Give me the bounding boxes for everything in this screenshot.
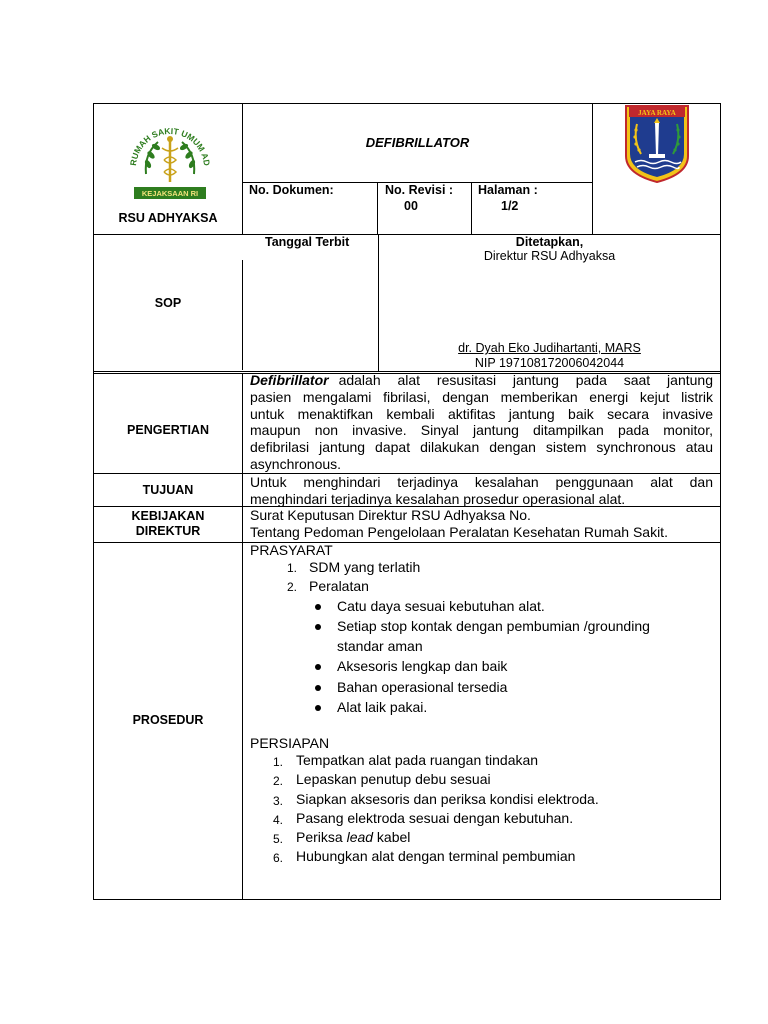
persiapan-num: 1.: [273, 755, 284, 769]
persiapan-num: 3.: [273, 794, 284, 808]
jakarta-crest: [623, 104, 691, 184]
signatory-name: dr. Dyah Eko Judihartanti, MARS: [458, 341, 641, 355]
peralatan-bullet: Catu daya sesuai kebutuhan alat.: [337, 598, 545, 614]
page-label: Halaman :: [478, 183, 538, 197]
prasyarat-item: Peralatan: [309, 578, 369, 594]
prasyarat-item: SDM yang terlatih: [309, 559, 421, 575]
logo-ring-text: RUMAH SAKIT UMUM AD: [128, 125, 212, 167]
prasyarat-num: 1.: [287, 561, 298, 575]
svg-text:RUMAH SAKIT UMUM ADHYAKSA: [122, 124, 212, 166]
persiapan-item: Tempatkan alat pada ruangan tindakan: [296, 752, 539, 768]
persiapan-heading: PERSIAPAN: [250, 735, 330, 751]
persiapan-num: 5.: [273, 832, 284, 846]
persiapan-item: Pasang elektroda sesuai dengan kebutuhan.: [296, 810, 574, 826]
pengertian-term: Defibrillator: [250, 372, 329, 388]
kebijakan-label: KEBIJAKAN DIREKTUR: [131, 509, 205, 538]
persiapan-item: Siapkan aksesoris dan periksa kondisi elektroda.: [296, 791, 599, 807]
hospital-logo: [122, 124, 218, 204]
peralatan-bullet: Setiap stop kontak dengan pembumian /grounding: [337, 618, 650, 634]
peralatan-bullet-cont: standar aman: [337, 638, 423, 654]
peralatan-bullet: Alat laik pakai.: [337, 699, 428, 715]
sop-label: SOP: [154, 296, 182, 310]
bullet-dot: [315, 705, 321, 711]
peralatan-bullet: Aksesoris lengkap dan baik: [337, 658, 508, 674]
bullet-dot: [315, 664, 321, 670]
page-value: 1/2: [501, 199, 519, 213]
document-title: DEFIBRILLATOR: [365, 135, 470, 150]
persiapan-num: 6.: [273, 851, 284, 865]
prasyarat-heading: PRASYARAT: [250, 542, 333, 558]
bullet-dot: [315, 685, 321, 691]
pengertian-label: PENGERTIAN: [127, 423, 209, 437]
persiapan-num: 4.: [273, 813, 284, 827]
pengertian-text: Defibrillator adalah alat resusitasi jantung pada saat jantung pasien mengalami fibrilasi, dengan memberikan energi kejut listrik untuk menaktifkan kembali aktifitas jantung baik secara invasive maupun non invasive. Sinyal jantung ditampilkan pada monitor, defibrilasi jantung dapat dilakukan dengan sistem synchronous atau asynchronous.: [250, 372, 713, 472]
established-by: Direktur RSU Adhyaksa: [483, 249, 616, 263]
persiapan-num: 2.: [273, 774, 284, 788]
crest-banner-text: JAYA RAYA: [638, 109, 676, 117]
established-label: Ditetapkan,: [515, 235, 584, 249]
signatory-nip: NIP 197108172006042044: [474, 356, 625, 370]
bullet-dot: [315, 624, 321, 630]
prosedur-label: PROSEDUR: [132, 713, 204, 727]
kebijakan-text: Surat Keputusan Direktur RSU Adhyaksa No. Tentang Pedoman Pengelolaan Peralatan Kesehatan Rumah Sakit.: [250, 507, 668, 540]
bullet-dot: [315, 604, 321, 610]
revision-value: 00: [404, 199, 418, 213]
tujuan-label: TUJUAN: [142, 483, 194, 497]
doc-number-label: No. Dokumen:: [249, 183, 334, 197]
issue-date-label: Tanggal Terbit: [265, 235, 350, 249]
persiapan-item: Lepaskan penutup debu sesuai: [296, 771, 491, 787]
logo-banner-text: KEJAKSAAN RI: [141, 189, 199, 198]
persiapan-item: Periksa lead kabel: [296, 829, 411, 845]
revision-label: No. Revisi :: [385, 183, 454, 197]
persiapan-item: Hubungkan alat dengan terminal pembumian: [296, 848, 576, 864]
prasyarat-num: 2.: [287, 580, 298, 594]
hospital-name: RSU ADHYAKSA: [118, 211, 218, 225]
peralatan-bullet: Bahan operasional tersedia: [337, 679, 508, 695]
tujuan-text: Untuk menghindari terjadinya kesalahan penggunaan alat dan menghindari terjadinya kesalahan prosedur operasional alat.: [250, 474, 713, 507]
